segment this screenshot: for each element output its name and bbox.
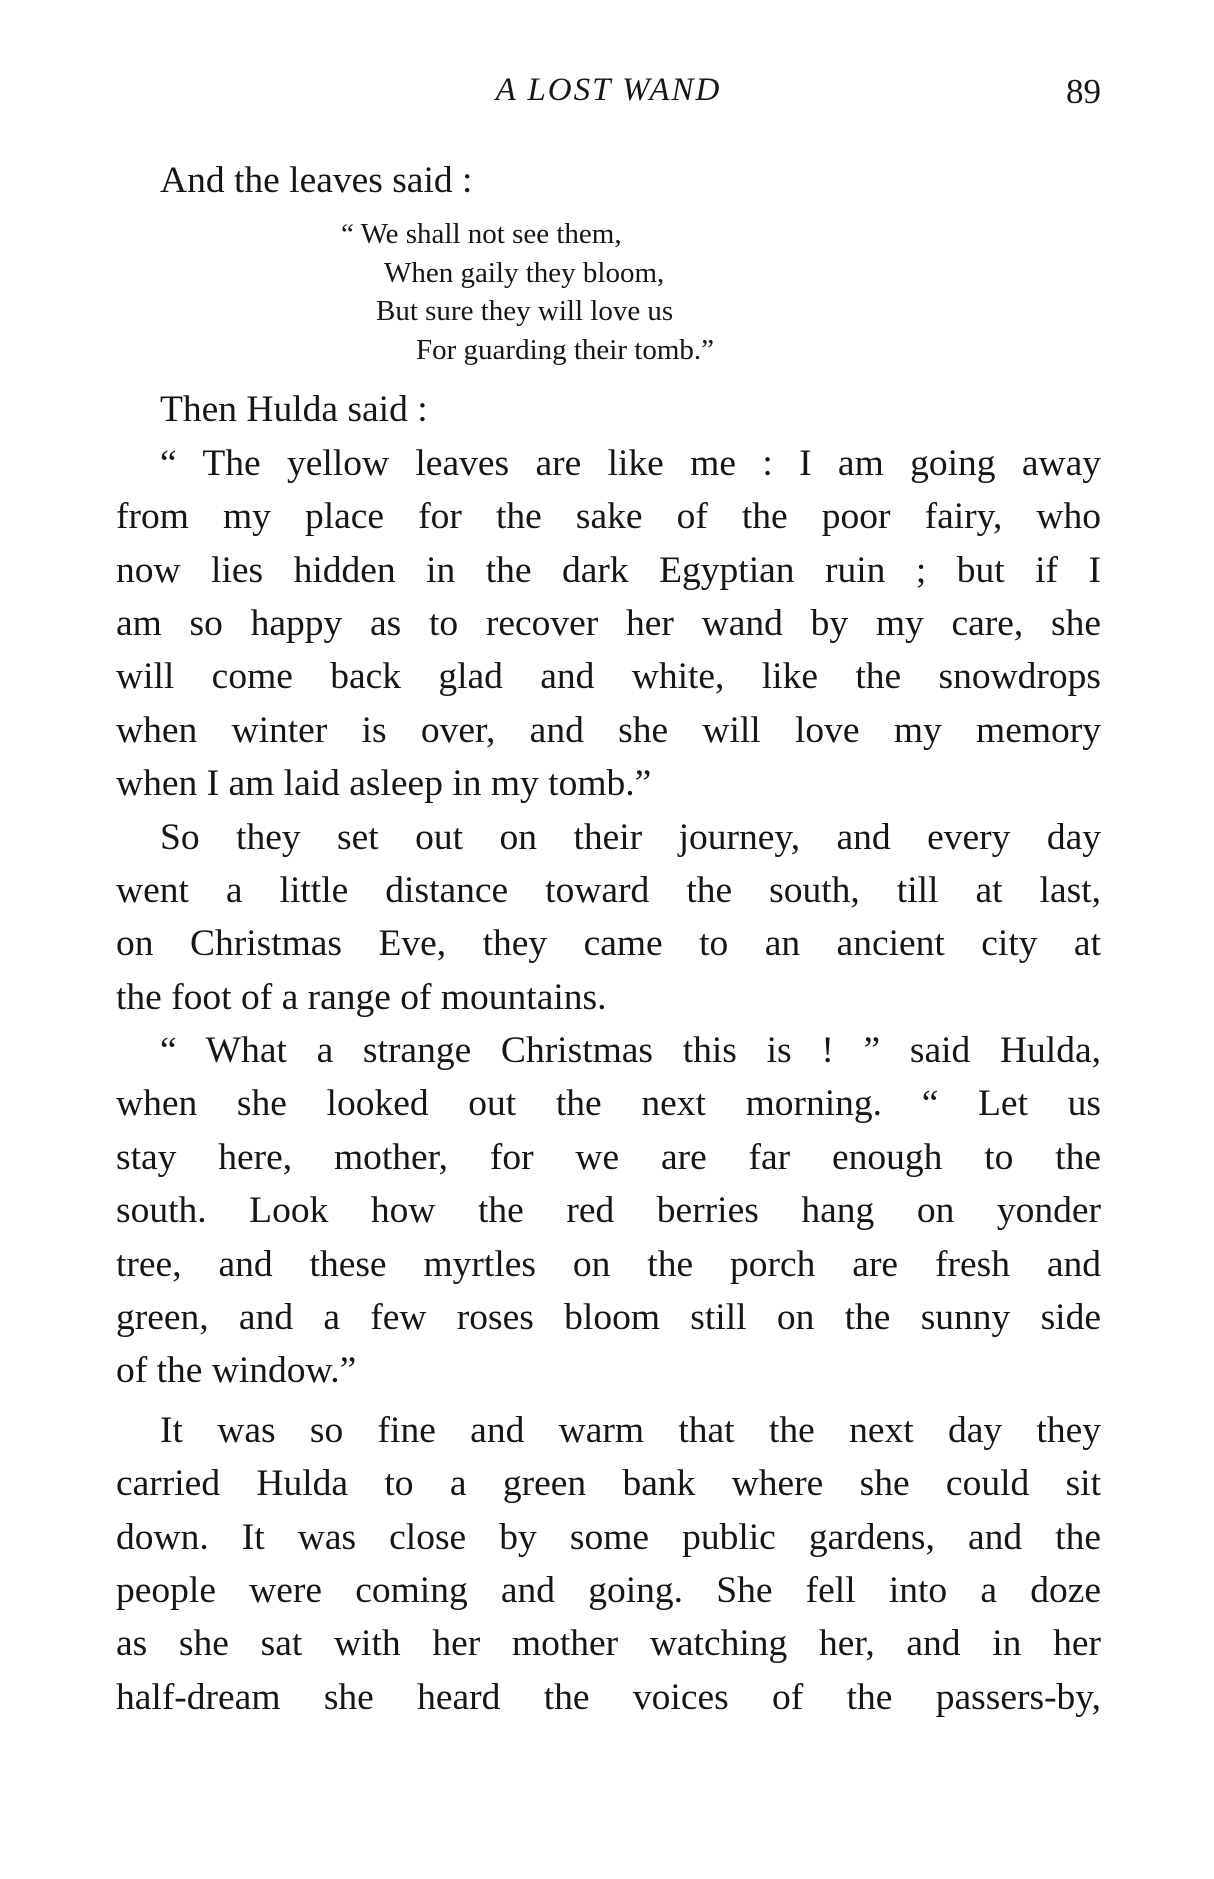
intro-line: And the leaves said : <box>160 160 473 201</box>
text-line: went a little distance toward the south, till at last, <box>116 869 1101 911</box>
text-line: stay here, mother, for we are far enough to the <box>116 1136 1101 1178</box>
verse <box>116 215 1101 369</box>
verse-line: But sure they will love us <box>376 295 674 328</box>
text-line: when she looked out the next morning. “ Let us <box>116 1083 1101 1125</box>
text-line: on Christmas Eve, they came to an ancient city at <box>116 923 1101 965</box>
verse-line: “ We shall not see them, <box>341 218 622 251</box>
verse-line: For guarding their tomb.” <box>416 333 715 366</box>
verse-line: When gaily they bloom, <box>384 256 665 289</box>
text-line: green, and a few roses bloom still on the sunny side <box>116 1297 1101 1339</box>
paragraph <box>116 437 1101 811</box>
page-number: 89 <box>1066 72 1101 111</box>
text-line: “ The yellow leaves are like me : I am going away <box>160 442 1101 484</box>
text-line: when I am laid asleep in my tomb.” <box>116 763 652 805</box>
text-line: “ What a strange Christmas this is ! ” said Hulda, <box>160 1030 1101 1072</box>
text-line: half-dream she heard the voices of the passers-by, <box>116 1676 1101 1718</box>
text-line: now lies hidden in the dark Egyptian ruin ; but if I <box>116 549 1101 591</box>
text-line: will come back glad and white, like the snowdrops <box>116 656 1101 698</box>
paragraph <box>116 1024 1101 1398</box>
paragraph <box>116 811 1101 1025</box>
text-line: from my place for the sake of the poor fairy, who <box>116 496 1101 538</box>
text-line: down. It was close by some public gardens, and the <box>116 1516 1101 1558</box>
text-line: the foot of a range of mountains. <box>116 976 607 1018</box>
text-line: It was so fine and warm that the next day they <box>160 1409 1101 1451</box>
text-line: south. Look how the red berries hang on yonder <box>116 1190 1101 1232</box>
running-head <box>116 72 1101 122</box>
text-line: am so happy as to recover her wand by my care, she <box>116 602 1101 644</box>
running-title: A LOST WAND <box>495 72 722 108</box>
text-line: So they set out on their journey, and every day <box>160 816 1101 858</box>
text-line: people were coming and going. She fell into a doze <box>116 1569 1101 1611</box>
then-line: Then Hulda said : <box>160 389 428 431</box>
paragraph <box>116 1404 1101 1724</box>
text-line: of the window.” <box>116 1350 357 1392</box>
text-line: carried Hulda to a green bank where she could sit <box>116 1463 1101 1505</box>
text-line: tree, and these myrtles on the porch are fresh and <box>116 1243 1101 1285</box>
text-line: as she sat with her mother watching her, and in her <box>116 1623 1101 1665</box>
text-line: when winter is over, and she will love my memory <box>116 709 1101 751</box>
body-text <box>116 154 1101 1724</box>
